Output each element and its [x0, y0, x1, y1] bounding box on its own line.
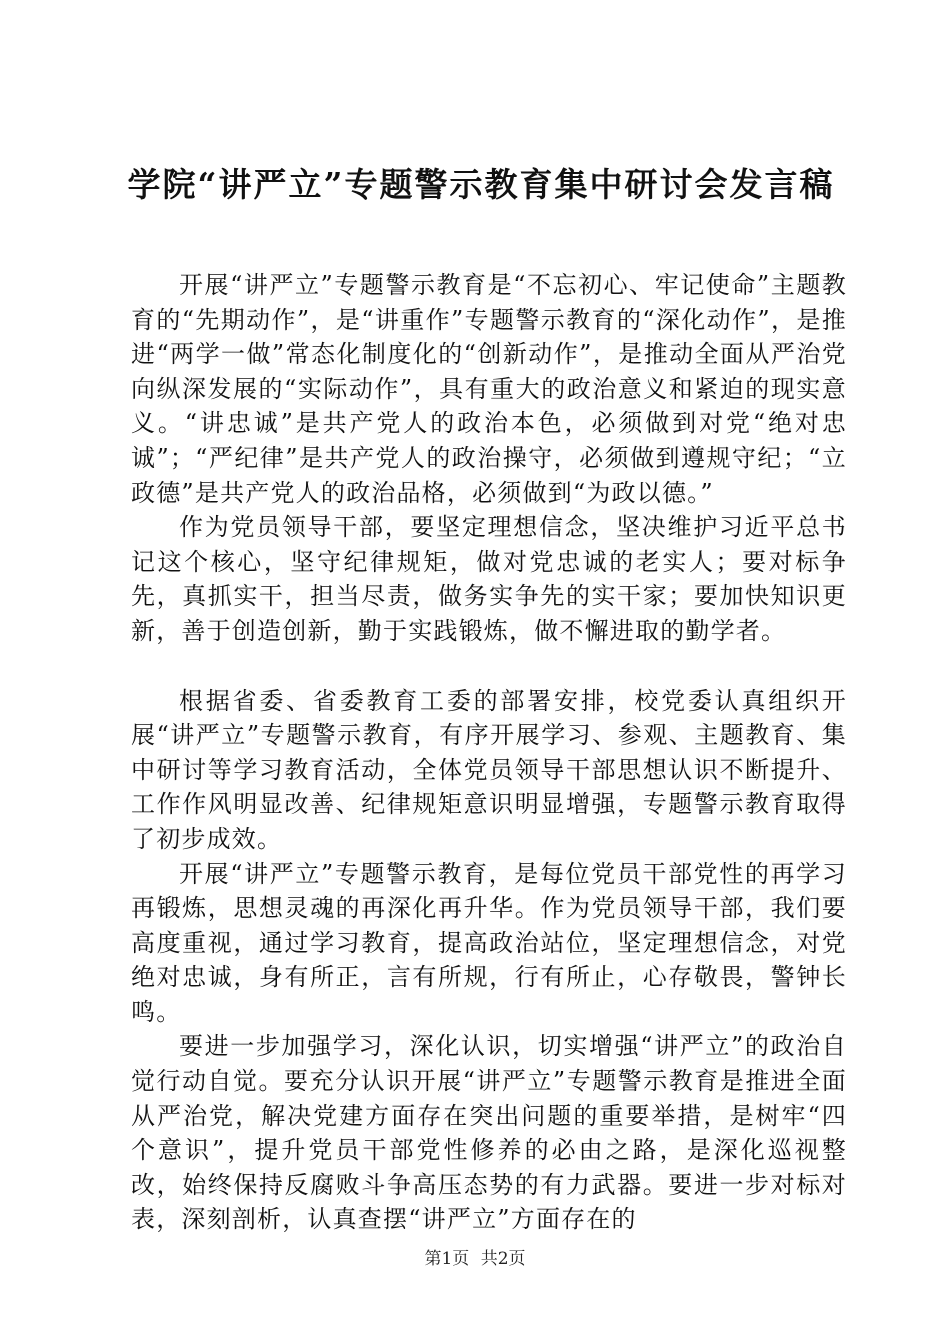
page-number-total: 共2页	[480, 1249, 526, 1269]
paragraph: 要进一步加强学习，深化认识，切实增强“讲严立”的政治自觉行动自觉。要充分认识开展“讲严立”专题警示教育是推进全面从严治党，解决党建方面存在突出问题的重要举措，是树牢“四个意识”，提升党员干部党性修养的必由之路，是深化巡视整改，始终保持反腐败斗争高压态势的有力武器。要进一步对标对表，深刻剖析，认真查摆“讲严立”方面存在的	[131, 1032, 847, 1234]
page-number-current: 第1页	[424, 1249, 470, 1269]
paragraph: 开展“讲严立”专题警示教育是“不忘初心、牢记使命”主题教育的“先期动作”，是“讲重作”专题警示教育的“深化动作”，是推进“两学一做”常态化制度化的“创新动作”，是推动全面从严治党向纵深发展的“实际动作”，具有重大的政治意义和紧迫的现实意义。“讲忠诚”是共产党人的政治本色，必须做到对党“绝对忠诚”；“严纪律”是共产党人的政治操守，必须做到遵规守纪；“立政德”是共产党人的政治品格，必须做到“为政以德。”	[131, 271, 847, 507]
document-title: 学院“讲严立”专题警示教育集中研讨会发言稿	[127, 165, 835, 204]
page-footer	[0, 1244, 950, 1269]
paragraph: 根据省委、省委教育工委的部署安排，校党委认真组织开展“讲严立”专题警示教育，有序开展学习、参观、主题教育、集中研讨等学习教育活动，全体党员领导干部思想认识不断提升、工作作风明显改善、纪律规矩意识明显增强，专题警示教育取得了初步成效。	[131, 686, 847, 853]
paragraph: 开展“讲严立”专题警示教育，是每位党员干部党性的再学习再锻炼，思想灵魂的再深化再升华。作为党员领导干部，我们要高度重视，通过学习教育，提高政治站位，坚定理想信念，对党绝对忠诚，身有所正，言有所规，行有所止，心存敬畏，警钟长鸣。	[131, 859, 847, 1026]
paragraph: 作为党员领导干部，要坚定理想信念，坚决维护习近平总书记这个核心，坚守纪律规矩，做对党忠诚的老实人；要对标争先，真抓实干，担当尽责，做务实争先的实干家；要加快知识更新，善于创造创新，勤于实践锻炼，做不懈进取的勤学者。	[131, 513, 847, 645]
document-body	[131, 268, 847, 1237]
